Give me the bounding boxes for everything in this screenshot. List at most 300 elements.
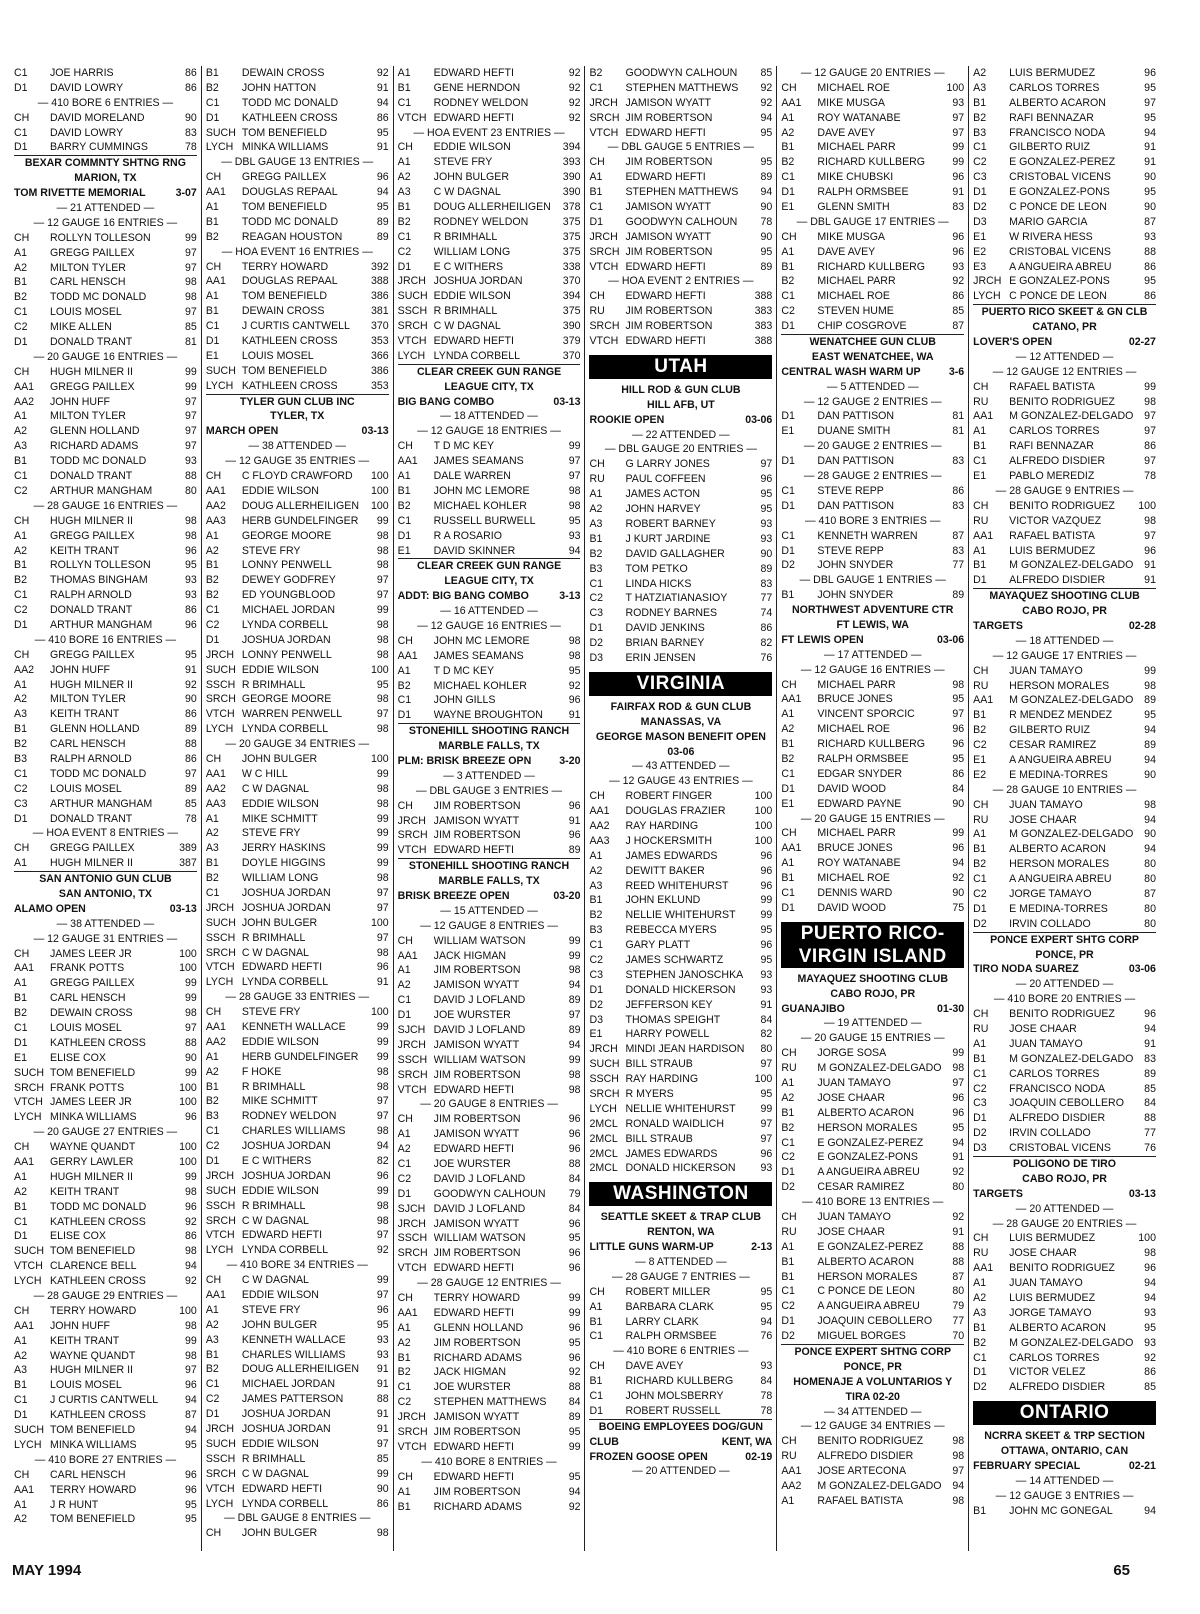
shooter-name: DOUGLAS REPAAL [241, 275, 338, 288]
class-code: AA1 [973, 529, 994, 542]
class-code: SRCH [589, 320, 620, 333]
shooter-name: ALBERTO ACARON [817, 1106, 915, 1119]
shoot-title [781, 365, 964, 380]
shooter-name: DAVID J LOFLAND [433, 1024, 526, 1036]
class-code: A3 [14, 440, 27, 453]
shooter-name: ARTHUR MANGHAM [50, 618, 153, 631]
result-row [973, 200, 1156, 215]
result-row [589, 577, 772, 592]
score: 92 [376, 67, 389, 79]
class-code: A1 [589, 1300, 603, 1313]
score: 90 [760, 230, 773, 243]
shooter-name: JOHN MC LEMORE [433, 634, 530, 647]
shooter-name: DEWEY GODFREY [241, 574, 336, 587]
score: 97 [185, 767, 197, 780]
score: 97 [952, 111, 965, 124]
score: 353 [370, 379, 389, 392]
shooter-name: DAVE AVEY [817, 126, 876, 139]
result-row [589, 1042, 772, 1057]
class-code: B1 [781, 589, 795, 602]
shooter-name: JORGE SOSA [817, 1047, 887, 1060]
class-code: CH [589, 790, 605, 803]
result-row [398, 1008, 581, 1023]
result-row [206, 170, 389, 185]
score: 97 [376, 574, 389, 587]
score: 99 [376, 1467, 389, 1480]
class-code: B2 [589, 67, 603, 79]
result-row [589, 1374, 772, 1389]
score: 96 [568, 1113, 581, 1126]
score: 86 [952, 767, 965, 780]
shooter-name: RAY HARDING [625, 819, 699, 832]
score: 89 [760, 260, 773, 273]
class-code: D1 [589, 215, 604, 228]
score: 98 [376, 1214, 389, 1227]
class-code: CH [205, 1006, 222, 1019]
shooter-name: JOSHUA JORDAN [241, 886, 331, 899]
shooter-name: ALFREDO DISDIER [1009, 574, 1106, 587]
result-row [14, 1021, 197, 1036]
shooter-name: EDWARD HEFTI [433, 1470, 514, 1483]
shooter-name: VICTOR VAZQUEZ [1009, 514, 1102, 527]
class-code: CH [973, 664, 989, 677]
class-code: VTCH [397, 844, 427, 857]
score: 96 [952, 738, 965, 751]
class-code: E1 [589, 1028, 603, 1041]
result-row [781, 544, 964, 559]
result-row [398, 1068, 581, 1083]
shooter-name: EDWARD HEFTI [625, 126, 706, 139]
score: 97 [1144, 529, 1156, 542]
class-code: C1 [589, 201, 604, 214]
shooter-name: STEVEN HUME [817, 305, 894, 318]
event-subheading: — DBL GAUGE 3 ENTRIES — [415, 784, 563, 797]
score: 92 [185, 1275, 197, 1288]
event-subheading: — 12 GAUGE 3 ENTRIES — [995, 1489, 1134, 1502]
result-row [398, 1172, 581, 1187]
score: 95 [760, 1285, 773, 1298]
shooter-name: JOSHUA JORDAN [433, 275, 523, 288]
class-code: CH [397, 1113, 413, 1126]
score: 86 [376, 111, 389, 124]
result-row [973, 514, 1156, 529]
result-row [398, 1351, 581, 1366]
result-row [781, 1329, 964, 1345]
shoot-date: 03-13 [553, 395, 581, 408]
class-code: AA2 [205, 782, 226, 795]
result-row [398, 1365, 581, 1380]
class-code: LYCH [205, 1497, 234, 1510]
club-heading: CLEAR CREEK GUN RANGE [416, 365, 562, 378]
class-code: SRCH [589, 1088, 620, 1100]
event-subheading: — 14 ATTENDED — [1015, 1474, 1114, 1487]
class-code: C3 [973, 171, 987, 184]
shooter-name: JOSHUA JORDAN [241, 1408, 331, 1421]
score: 97 [760, 1117, 773, 1130]
result-row [973, 708, 1156, 723]
class-code: SUCH [205, 1437, 236, 1450]
score: 85 [1144, 1381, 1156, 1394]
class-code: A1 [14, 1170, 27, 1183]
class-code: B1 [14, 276, 27, 289]
class-code: D1 [14, 1409, 28, 1422]
shooter-name: W RIVERA HESS [1009, 230, 1093, 243]
result-row [973, 1007, 1156, 1022]
score: 375 [562, 215, 581, 228]
class-code: B1 [973, 440, 987, 453]
shooter-name: TERRY HOWARD [241, 260, 329, 273]
shooter-name: JIM ROBERTSON [433, 1068, 521, 1081]
score: 96 [568, 1321, 581, 1334]
score: 95 [376, 678, 389, 691]
result-row [206, 1199, 389, 1214]
score: 84 [760, 1013, 773, 1026]
result-row [14, 1244, 197, 1259]
score: 90 [760, 201, 773, 214]
score: 98 [185, 529, 197, 542]
result-row [206, 603, 389, 618]
result-row [206, 931, 389, 946]
class-code: SUCH [205, 1184, 236, 1197]
class-code: SUCH [14, 1245, 45, 1258]
shooter-name: JOHN MC LEMORE [433, 484, 530, 497]
class-code: C1 [397, 514, 412, 527]
score: 89 [1144, 694, 1156, 707]
shoot-name: LITTLE GUNS WARM-UP [589, 1241, 714, 1254]
club-heading: NORTHWEST ADVENTURE CTR [792, 604, 954, 617]
score: 80 [185, 484, 197, 497]
class-code: JRCH [973, 275, 1002, 288]
class-code: B1 [589, 1315, 603, 1328]
class-code: AA2 [14, 663, 35, 676]
result-row [781, 1210, 964, 1225]
club-heading: STONEHILL SHOOTING RANCH [408, 725, 570, 738]
result-row [781, 319, 964, 335]
score: 100 [179, 1081, 197, 1094]
club-heading: HILL ROD & GUN CLUB [621, 383, 741, 396]
score: 98 [952, 1450, 965, 1463]
club-heading: LEAGUE CITY, TX [444, 380, 534, 393]
score: 92 [568, 111, 581, 124]
class-code: A1 [589, 849, 603, 862]
shooter-name: JOHN BULGER [241, 1527, 318, 1540]
shooter-name: GERRY LAWLER [50, 1156, 134, 1169]
shooter-name: JUAN TAMAYO [817, 1077, 891, 1089]
score: 75 [952, 901, 965, 914]
result-row [589, 1404, 772, 1420]
shooter-name: T D MC KEY [433, 664, 495, 677]
score: 97 [952, 708, 965, 721]
result-row [589, 998, 772, 1013]
shooter-name: RODNEY WELDON [433, 96, 529, 109]
score: 80 [1144, 902, 1156, 915]
class-code: D1 [973, 902, 987, 915]
shooter-name: JEFFERSON KEY [625, 998, 713, 1011]
class-code: B1 [205, 559, 219, 572]
score: 80 [1144, 858, 1156, 871]
score: 92 [568, 96, 581, 109]
class-code: SUCH [14, 1066, 45, 1079]
result-row [973, 409, 1156, 424]
shooter-name: RONALD WAIDLICH [625, 1117, 724, 1130]
result-row [589, 968, 772, 983]
result-row [398, 260, 581, 275]
shooter-name: CARL HENSCH [50, 992, 126, 1005]
class-code: CH [589, 156, 605, 169]
class-code: C3 [589, 968, 604, 981]
shooter-name: EDDIE WILSON [241, 1289, 319, 1302]
shooter-name: ALBERTO ACARON [1009, 96, 1106, 109]
event-subheading: — 20 ATTENDED — [632, 1465, 730, 1478]
class-code: AA1 [14, 1156, 35, 1169]
score: 94 [952, 857, 965, 870]
result-row [781, 707, 964, 722]
class-code: A1 [14, 977, 27, 990]
event-subheading: — 28 GAUGE 29 ENTRIES — [33, 1290, 178, 1303]
class-code: A1 [781, 111, 795, 124]
club-heading: PONCE, PR [1035, 948, 1094, 961]
shooter-name: ROY WATANABE [817, 111, 901, 124]
shooter-name: RAY HARDING [625, 1073, 699, 1086]
shooter-name: CARLOS TORRES [1009, 425, 1100, 438]
class-code: B3 [589, 562, 603, 575]
event-subheading: — 28 GAUGE 2 ENTRIES — [803, 470, 942, 483]
score: 95 [185, 1438, 197, 1451]
result-row [14, 424, 197, 439]
shooter-name: CHARLES WILLIAMS [241, 1125, 346, 1138]
shooter-name: ERIN JENSEN [625, 651, 696, 664]
shooter-name: IRVIN COLLADO [1009, 917, 1091, 930]
class-code: RU [589, 473, 605, 486]
score: 91 [376, 1408, 389, 1421]
shooter-name: JIM ROBERTSON [433, 829, 521, 842]
score: 98 [376, 723, 389, 736]
result-row [398, 949, 581, 964]
shooter-name: MICHAEL JORDAN [241, 604, 336, 617]
class-code: C2 [589, 592, 604, 605]
shooter-name: DAVID JENKINS [625, 622, 705, 635]
result-row [589, 532, 772, 547]
class-code: B1 [973, 559, 987, 572]
class-code: A1 [14, 1498, 27, 1511]
result-row [398, 1306, 581, 1321]
result-row [781, 1449, 964, 1464]
class-code: C1 [973, 873, 987, 886]
class-code: JRCH [397, 1217, 426, 1230]
result-row [206, 230, 389, 245]
shooter-name: DAVID J LOFLAND [433, 994, 526, 1007]
result-row [14, 1081, 197, 1096]
result-row [589, 1057, 772, 1072]
class-code: D1 [589, 1404, 604, 1417]
class-code: AA1 [781, 842, 802, 855]
event-subheading: — 28 GAUGE 16 ENTRIES — [33, 499, 178, 512]
score: 338 [562, 260, 581, 273]
result-row [589, 1329, 772, 1344]
shooter-name: LOUIS MOSEL [50, 782, 122, 795]
result-row [973, 499, 1156, 514]
shooter-name: LARRY CLARK [625, 1315, 699, 1328]
shooter-name: DOYLE HIGGINS [241, 857, 326, 870]
class-code: D1 [14, 141, 28, 154]
class-code: RU [973, 813, 989, 826]
shooter-name: RALPH ORMSBEE [817, 752, 909, 765]
result-row [398, 814, 581, 829]
shoot-title [398, 589, 581, 604]
results-column [776, 66, 968, 1551]
result-row [589, 1161, 772, 1176]
result-row [206, 633, 389, 648]
shooter-name: RALPH ARNOLD [50, 752, 132, 765]
result-row [206, 871, 389, 886]
shooter-name: LONNY PENWELL [241, 648, 332, 661]
shooter-name: C W DAGNAL [241, 1467, 309, 1480]
club-heading: NCRRA SKEET & TRP SECTION [984, 1430, 1145, 1443]
result-row [973, 1022, 1156, 1037]
class-code: B1 [205, 67, 219, 79]
score: 388 [754, 335, 773, 348]
class-code: C2 [781, 1151, 795, 1164]
shooter-name: EDWARD HEFTI [241, 1229, 323, 1242]
shoot-title [589, 413, 772, 428]
score: 95 [760, 953, 773, 966]
event-subheading: — 20 ATTENDED — [1015, 978, 1114, 991]
shooter-name: KATHLEEN CROSS [241, 379, 338, 392]
result-row [398, 1500, 581, 1515]
score: 99 [376, 1184, 389, 1197]
state-banner-line: PUERTO RICO- [800, 922, 945, 944]
result-row [781, 1046, 964, 1061]
score: 94 [376, 96, 389, 109]
score: 95 [952, 693, 965, 706]
score: 98 [1144, 514, 1156, 527]
result-row [589, 789, 772, 804]
score: 93 [952, 96, 965, 109]
shooter-name: TODD MC DONALD [50, 1200, 147, 1213]
score: 86 [760, 622, 773, 635]
shooter-name: LINDA HICKS [625, 577, 692, 590]
result-row [589, 1300, 772, 1315]
score: 76 [760, 1330, 773, 1343]
result-row [398, 1410, 581, 1425]
class-code: LYCH [14, 1111, 42, 1124]
class-code: AA1 [781, 96, 802, 109]
score: 78 [1144, 470, 1156, 483]
result-row [589, 879, 772, 894]
result-row [973, 215, 1156, 230]
shooter-name: EDWARD HEFTI [625, 171, 706, 184]
shooter-name: FRANK POTTS [50, 1081, 125, 1094]
shooter-name: BENITO RODRIGUEZ [817, 1435, 924, 1448]
score: 97 [568, 455, 581, 468]
club-heading: SAN ANTONIO, TX [58, 887, 152, 900]
result-row [973, 140, 1156, 155]
class-code: A1 [781, 1494, 795, 1507]
shooter-name: GOODWYN CALHOUN [433, 1187, 546, 1200]
shooter-name: R BRIMHALL [433, 305, 498, 318]
score: 93 [760, 983, 773, 996]
shooter-name: DAN PATTISON [817, 455, 895, 468]
shooter-name: FRANCISCO NODA [1009, 1082, 1106, 1095]
result-row [589, 864, 772, 879]
class-code: D3 [589, 1013, 604, 1026]
score: 97 [952, 1077, 965, 1089]
shooter-name: STEPHEN MATTHEWS [625, 81, 739, 94]
shooter-name: JOSE CHAAR [1009, 1023, 1077, 1035]
class-code: C1 [589, 939, 604, 952]
shooter-name: STEVE REPP [817, 484, 884, 497]
score: 100 [370, 470, 389, 483]
result-row [398, 140, 581, 155]
score: 96 [952, 230, 965, 243]
shoot-date: 03-06 [1128, 963, 1156, 976]
class-code: C1 [781, 886, 795, 899]
class-code: D2 [781, 1181, 795, 1194]
result-row [973, 1336, 1156, 1351]
event-subheading: — DBL GAUGE 17 ENTRIES — [796, 215, 949, 228]
result-row [398, 693, 581, 708]
score: 99 [185, 380, 197, 393]
score: 98 [568, 649, 581, 662]
result-row [14, 514, 197, 529]
score: 99 [568, 934, 581, 947]
score: 76 [760, 651, 773, 664]
event-subheading: — 18 ATTENDED — [1015, 634, 1114, 647]
event-subheading: — 3 ATTENDED — [443, 769, 535, 782]
class-code: B1 [205, 1348, 219, 1361]
shooter-name: JOHN EKLUND [625, 894, 701, 907]
shooter-name: M GONZALEZ-DELGADO [817, 1062, 942, 1075]
result-row [973, 96, 1156, 111]
score: 81 [952, 410, 965, 423]
event-subheading: — 38 ATTENDED — [248, 440, 346, 453]
score: 95 [952, 1121, 965, 1134]
class-code: CH [14, 648, 30, 661]
club-heading: MARION, TX [74, 172, 137, 185]
event-subheading: — 12 GAUGE 17 ENTRIES — [992, 649, 1137, 662]
result-row [589, 651, 772, 666]
shooter-name: STEVE FRY [241, 544, 301, 557]
result-row [781, 230, 964, 245]
result-row [781, 126, 964, 141]
class-code: LYCH [14, 1438, 42, 1451]
club-heading: PONCE, PR [843, 1360, 902, 1373]
result-row [206, 1109, 389, 1124]
result-row [398, 1202, 581, 1217]
class-code: B1 [14, 559, 27, 572]
event-subheading: — 20 GAUGE 34 ENTRIES — [225, 738, 370, 751]
score: 97 [376, 1229, 389, 1242]
result-row [14, 320, 197, 335]
club-heading: HILL AFB, UT [647, 398, 715, 411]
class-code: B2 [205, 1363, 219, 1376]
score: 84 [568, 1396, 581, 1409]
result-row [206, 960, 389, 975]
class-code: D1 [781, 544, 795, 557]
shooter-name: JOHN MOLSBERRY [625, 1390, 724, 1403]
result-row [14, 529, 197, 544]
score: 98 [185, 514, 197, 527]
shooter-name: ROLLYN TOLLESON [50, 559, 151, 572]
result-row [781, 901, 964, 916]
class-code: VTCH [589, 260, 619, 273]
event-subheading: — 12 GAUGE 20 ENTRIES — [800, 67, 945, 79]
score: 98 [376, 693, 389, 706]
result-row [781, 1061, 964, 1076]
result-row [206, 544, 389, 559]
result-row [206, 126, 389, 141]
shoot-title [973, 619, 1156, 634]
